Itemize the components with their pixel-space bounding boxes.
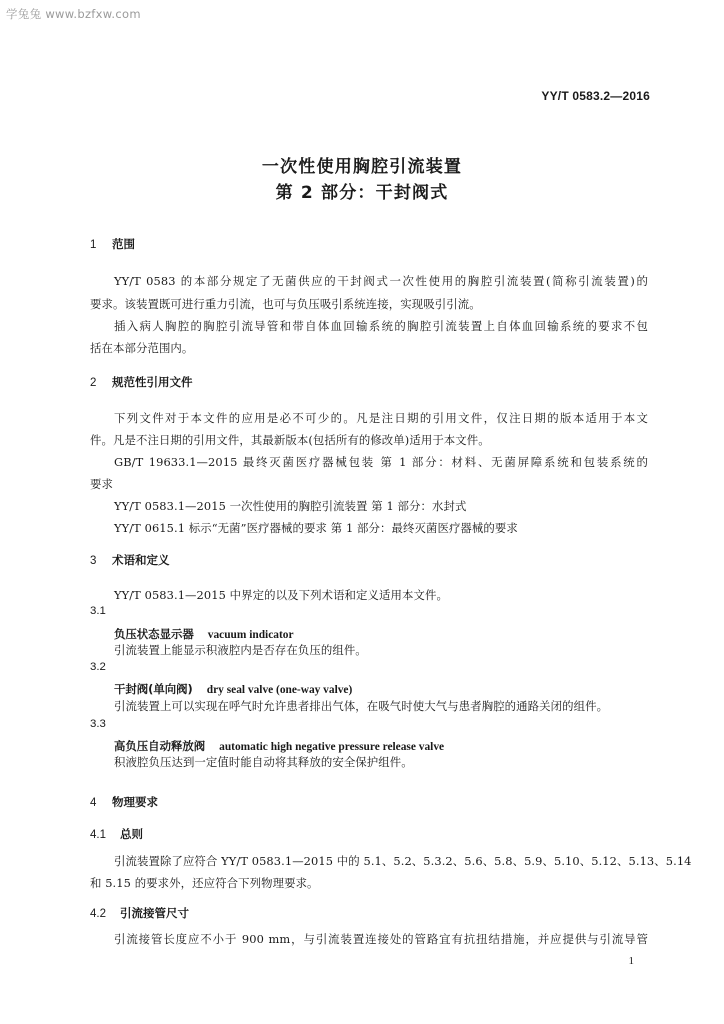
section-number: 2 [90, 377, 97, 389]
term-heading [114, 681, 352, 697]
paragraph-line: 括在本部分范围内。 [90, 341, 194, 355]
reference-entry: YY/T 0615.1 标示“无菌”医疗器械的要求 第 1 部分：最终灭菌医疗器械的要求 [114, 521, 518, 535]
section-title: 引流接管尺寸 [120, 906, 189, 920]
section-title: 总则 [120, 827, 143, 841]
reference-entry: GB/T 19633.1—2015 最终灭菌医疗器械包装 第 1 部分：材料、无菌屏障系统和包装系统的 [114, 455, 648, 469]
standard-number: YY/T 0583.2—2016 [541, 89, 650, 103]
term-heading [114, 738, 444, 754]
paragraph-line: 要求。该装置既可进行重力引流，也可与负压吸引系统连接，实现吸引引流。 [90, 297, 481, 311]
page-number: 1 [628, 955, 634, 967]
term-definition: 引流装置上能显示积液腔内是否存在负压的组件。 [114, 643, 367, 657]
subsection-4-1-heading [90, 826, 143, 842]
term-number: 3.2 [90, 661, 106, 673]
watermark: 学兔兔 www.bzfxw.com [6, 7, 141, 21]
paragraph-line: 要求 [90, 477, 113, 491]
section-title: 规范性引用文件 [112, 375, 193, 389]
paragraph-line: 和 5.15 的要求外，还应符合下列物理要求。 [90, 876, 319, 890]
term-definition: 积液腔负压达到一定值时能自动将其释放的安全保护组件。 [114, 755, 413, 769]
paragraph-line: 下列文件对于本文件的应用是必不可少的。凡是注日期的引用文件，仅注日期的版本适用于本文 [114, 411, 648, 425]
paragraph-line: 引流装置除了应符合 YY/T 0583.1—2015 中的 5.1、5.2、5.3.2、5.6、5.8、5.9、5.10、5.12、5.13、5.14 [114, 854, 692, 868]
paragraph-line: 插入病人胸腔的胸腔引流导管和带自体血回输系统的胸腔引流装置上自体血回输系统的要求不包 [114, 319, 648, 333]
term-heading [114, 626, 294, 642]
section-title: 范围 [112, 237, 135, 251]
section-2-heading [90, 374, 193, 390]
subsection-4-2-heading [90, 905, 189, 921]
term-english: vacuum indicator [207, 629, 294, 641]
term-chinese: 负压状态显示器 [114, 627, 194, 641]
term-english: dry seal valve (one-way valve) [206, 684, 353, 696]
term-english: automatic high negative pressure release valve [219, 741, 445, 753]
document-title: 一次性使用胸腔引流装置 [261, 157, 463, 177]
section-title: 物理要求 [112, 795, 158, 809]
section-number: 3 [90, 555, 97, 567]
term-chinese: 干封阀(单向阀) [114, 682, 193, 696]
section-number: 4.1 [90, 829, 106, 841]
paragraph-line: YY/T 0583.1—2015 中界定的以及下列术语和定义适用本文件。 [114, 588, 448, 602]
term-definition: 引流装置上可以实现在呼气时允许患者排出气体，在吸气时使大气与患者胸腔的通路关闭的组件。 [114, 699, 609, 713]
section-number: 4.2 [90, 908, 106, 920]
section-4-heading [90, 794, 158, 810]
paragraph-line: 引流接管长度应不小于 900 mm，与引流装置连接处的管路宜有抗扭结措施，并应提供与引流导管 [114, 932, 648, 946]
section-number: 1 [90, 239, 97, 251]
section-1-heading [90, 236, 135, 252]
paragraph-line: 件。凡是不注日期的引用文件，其最新版本(包括所有的修改单)适用于本文件。 [90, 433, 490, 447]
paragraph-line: YY/T 0583 的本部分规定了无菌供应的干封阀式一次性使用的胸腔引流装置(简称引流装置)的 [114, 274, 648, 288]
term-number: 3.3 [90, 718, 106, 730]
section-3-heading [90, 552, 170, 568]
document-subtitle: 第 2 部分：干封阀式 [275, 183, 449, 203]
section-title: 术语和定义 [112, 553, 170, 567]
section-number: 4 [90, 797, 97, 809]
term-number: 3.1 [90, 605, 106, 617]
term-chinese: 高负压自动释放阀 [114, 739, 206, 753]
reference-entry: YY/T 0583.1—2015 一次性使用的胸腔引流装置 第 1 部分：水封式 [114, 499, 467, 513]
